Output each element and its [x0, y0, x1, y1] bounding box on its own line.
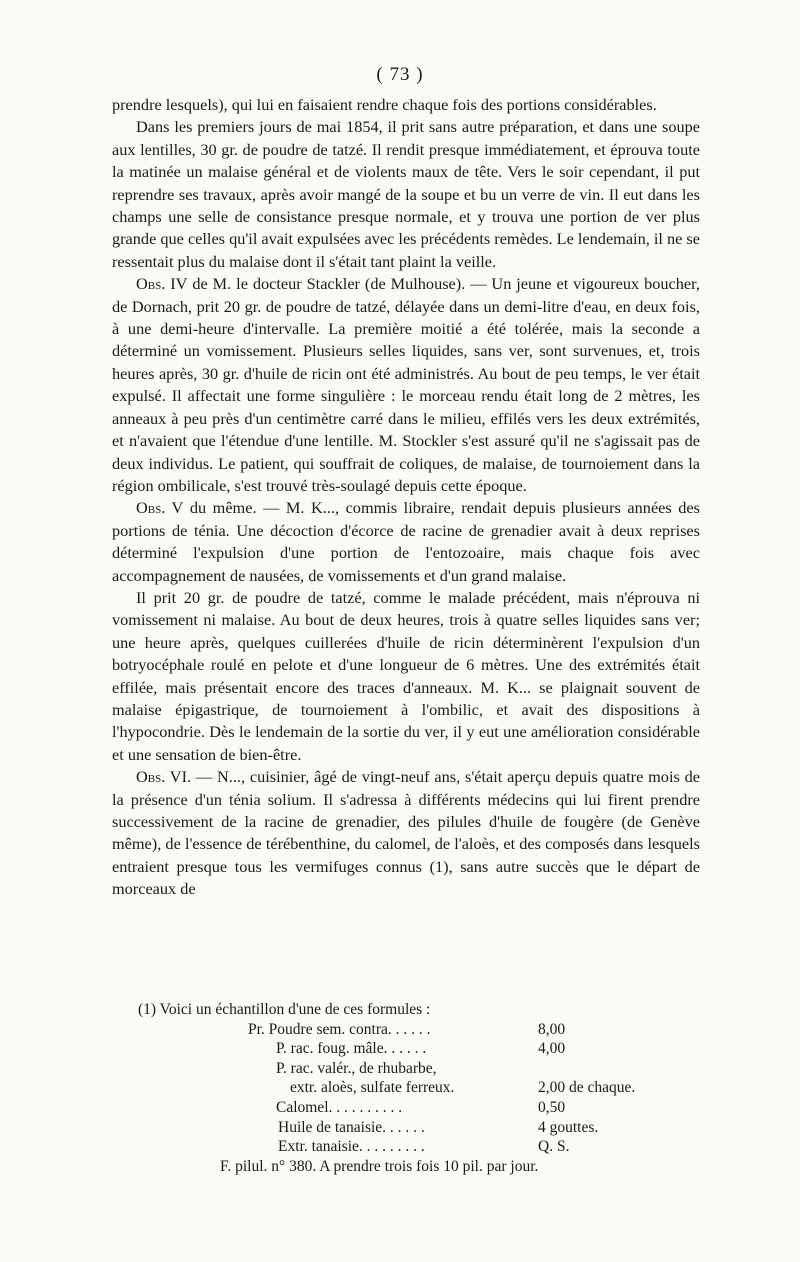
- obs-iv-text: de M. le docteur Stackler (de Mulhouse). — Un jeune et vigoureux boucher, de Dornach, prit 20 gr. de poudre de tatzé, délayée dans un demi-litre d'eau, en deux fois, à une demi-heure d'intervalle. La première moitié a été tolérée, mais la seconde a déterminé un vomissement. Plusieurs selles liquides, sans ver, sont survenues, et, trois heures après, 30 gr. d'huile de ricin ont été administrés. Au bout de peu temps, le ver était expulsé. Il affectait une forme singulière : le morceau rendu était long de 2 mètres, les anneaux à peu près d'un centimètre carré dans le milieu, effilés vers les deux extrémités, et n'avaient que l'étendue d'une lentille. M. Stockler s'est assuré qu'il ne s'agissait pas de deux individus. Le patient, qui souffrait de coliques, de malaise, de tournoiement dans la région ombilicale, s'est trouvé très-soulagé depuis cette époque.: [112, 274, 700, 495]
- formula-line: [128, 1078, 688, 1098]
- paragraph-obs-vi: [112, 766, 700, 900]
- obs-vi-text: — N..., cuisinier, âgé de vingt-neuf ans, s'était aperçu depuis quatre mois de la présence d'un ténia solium. Il s'adressa à différents médecins qui lui firent prendre successivement de la racine de grenadier, des pilules d'huile de fougère (de Genève même), de l'essence de térébenthine, du calomel, de l'aloès, et des composés dans lesquels entraient presque tous les vermifuges connus (1), sans autre succès que le départ de morceaux de: [112, 767, 700, 899]
- paragraph-obs-iv: [112, 273, 700, 497]
- formula-quantity: 8,00: [538, 1020, 566, 1038]
- formula-item: P. rac. foug. mâle. . . . . .: [276, 1040, 427, 1058]
- paragraph-obs-v-continued: Il prit 20 gr. de poudre de tatzé, comme le malade précédent, mais n'éprouva ni vomissement ni malaise. Au bout de deux heures, trois à quatre selles liquides sans ver; une heure après, quelques cuillerées d'huile de ricin déterminèrent l'expulsion d'un botryocéphale roulé en pelote et d'une longueur de 6 mètres. Une des extrémités était effilée, mais présentait encore des traces d'anneaux. M. K... se plaignait souvent de malaise épigastrique, de tournoiement à l'ombilic, et avait des dispositions à l'hypocondrie. Dès le lendemain de la sortie du ver, il y eut une amélioration considérable et une sensation de bien-être.: [112, 587, 700, 764]
- paragraph-obs-iii-dosage: Dans les premiers jours de mai 1854, il prit sans autre préparation, et dans une soupe aux lentilles, 30 gr. de poudre de tatzé. Il rendit presque immédiatement, et éprouva toute la matinée un malaise général et de violents maux de tête. Vers le soir cependant, il put reprendre ses travaux, après avoir mangé de la soupe et bu un verre de vin. Il eut dans les champs une selle de consistance presque normale, et y trouva une portion de ver plus grande que celles qu'il avait expulsées avec les précédents remèdes. Le lendemain, il ne se ressentait plus du malaise dont il s'était tant plaint la veille.: [112, 117, 700, 271]
- formula-item: extr. aloès, sulfate ferreux.: [290, 1079, 455, 1097]
- paragraph-continuation: prendre lesquels), qui lui en faisaient rendre chaque fois des portions considérables.: [112, 95, 657, 114]
- formula-quantity: 2,00 de chaque.: [538, 1079, 636, 1097]
- formula-line: [128, 1118, 688, 1138]
- formula-item: P. rac. valér., de rhubarbe,: [276, 1059, 437, 1077]
- obs-iv-label: Obs. IV: [136, 274, 188, 294]
- paragraph-obs-v: [112, 497, 700, 587]
- formula-line: [128, 1020, 688, 1040]
- formula-item: Extr. tanaisie. . . . . . . . .: [278, 1138, 425, 1156]
- obs-v-label: Obs. V: [136, 498, 184, 518]
- formula-line: [128, 1098, 688, 1118]
- formula-quantity: 4 gouttes.: [538, 1118, 599, 1136]
- page-number: ( 73 ): [376, 64, 424, 85]
- footnote-intro: (1) Voici un échantillon d'une de ces formules :: [138, 1001, 431, 1018]
- main-text: [112, 94, 700, 901]
- formula-quantity: 0,50: [538, 1098, 566, 1116]
- formula-quantity: 4,00: [538, 1040, 566, 1058]
- footnote: [128, 1000, 688, 1176]
- formula-item: Calomel. . . . . . . . . .: [276, 1098, 403, 1116]
- formula-item: Huile de tanaisie. . . . . .: [278, 1118, 425, 1136]
- formula-line: [128, 1059, 688, 1079]
- obs-vi-label: Obs. VI.: [136, 767, 192, 787]
- footnote-closing: F. pilul. n° 380. A prendre trois fois 10 pil. par jour.: [220, 1157, 539, 1175]
- formula-line: [128, 1137, 688, 1157]
- formula-item: Pr. Poudre sem. contra. . . . . .: [248, 1020, 431, 1038]
- formula-quantity: Q. S.: [538, 1138, 570, 1156]
- formula-line: [128, 1039, 688, 1059]
- obs-v-text: du même. — M. K..., commis libraire, rendait depuis plusieurs années des portions de ténia. Une décoction d'écorce de racine de grenadier avait à deux reprises déterminé l'expulsion d'une portion de l'entozoaire, mais chaque fois avec accompagnement de nausées, de vomissements et d'un grand malaise.: [112, 498, 700, 585]
